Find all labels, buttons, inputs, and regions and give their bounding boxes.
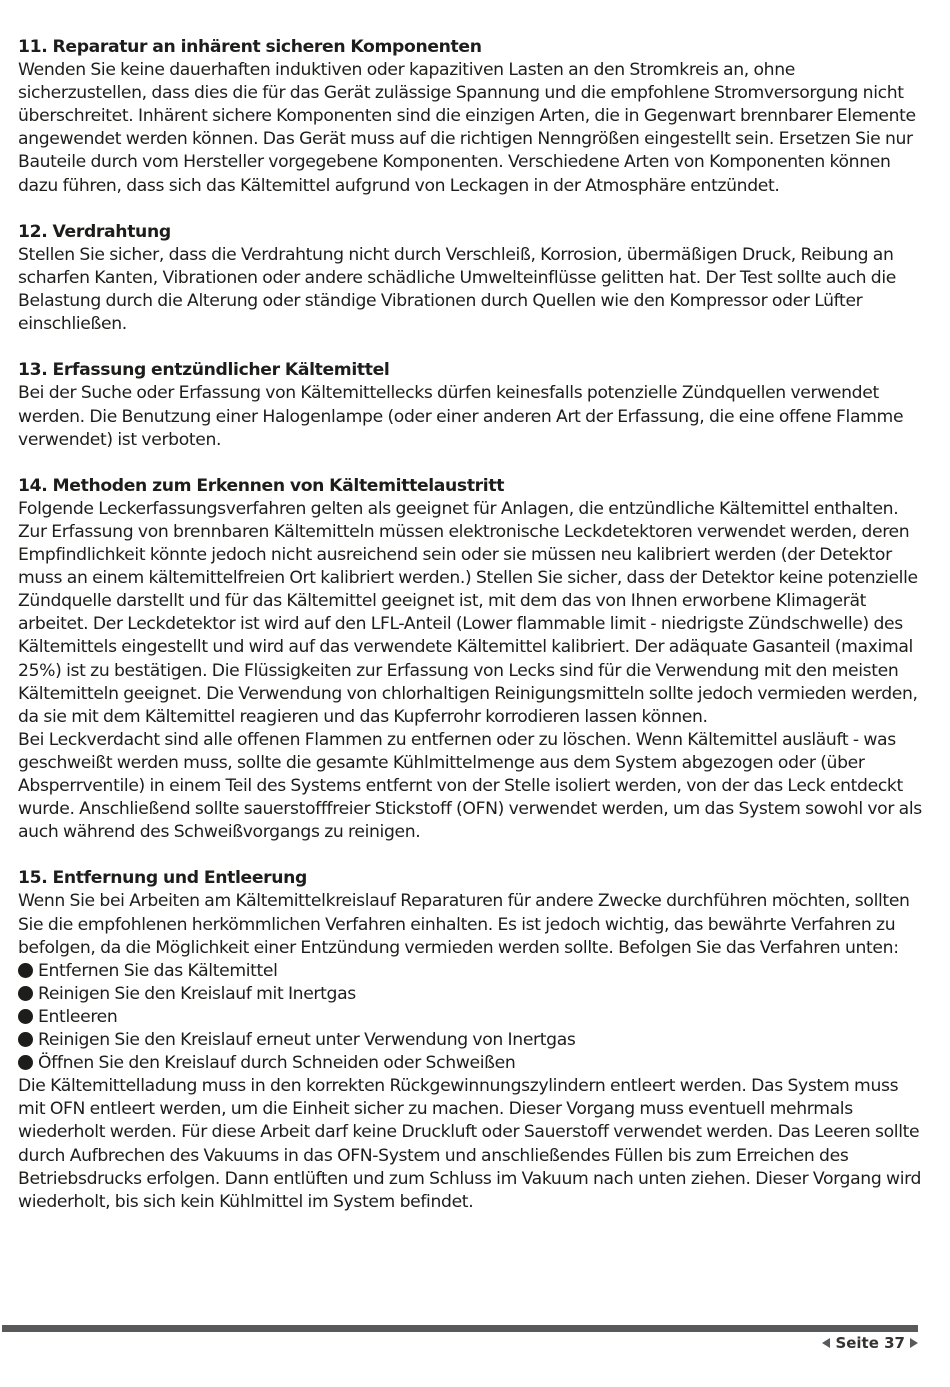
- section-paragraph: Bei der Suche oder Erfassung von Kältemittellecks dürfen keinesfalls potenzielle Zündquellen verwendet werden. Die Benutzung einer Halogenlampe (oder einer anderen Art der Erfassung, die eine offene Flamme verwendet) ist verboten.: [18, 383, 904, 450]
- bullet-icon: [18, 963, 33, 978]
- triangle-left-icon[interactable]: [822, 1338, 830, 1348]
- bullet-icon: [18, 986, 33, 1001]
- footer-divider: [2, 1325, 918, 1332]
- list-item: [18, 1029, 923, 1052]
- section-heading: 12. Verdrahtung: [18, 221, 171, 242]
- section-paragraph: Stellen Sie sicher, dass die Verdrahtung nicht durch Verschleiß, Korrosion, übermäßigen Druck, Reibung an scharfen Kanten, Vibrationen oder andere schädliche Umwelteinflüsse gelitten hat. Der Test sollte auch die Belastung durch die Alterung oder ständige Vibrationen durch Quellen wie den Kompressor oder Lüfter einschließen.: [18, 244, 897, 335]
- list-item-text: Entfernen Sie das Kältemittel: [38, 960, 278, 981]
- list-item-text: Entleeren: [38, 1006, 118, 1027]
- list-item: [18, 1006, 923, 1029]
- section-12: [18, 221, 923, 336]
- section-15: [18, 867, 923, 1213]
- bullet-icon: [18, 1032, 33, 1047]
- list-item: [18, 960, 923, 983]
- section-paragraph: Bei Leckverdacht sind alle offenen Flammen zu entfernen oder zu löschen. Wenn Kältemittel ausläuft - was geschweißt werden muss, sollte die gesamte Kühlmittelmenge aus dem System abgezogen oder (über Absperrventile) in einem Teil des Systems entfernt von der Stelle isoliert werden, von der das Leck entdeckt wurde. Anschließend sollte sauerstofffreier Stickstoff (OFN) verwendet werden, um das System sowohl vor als auch während des Schweißvorgangs zu reinigen.: [18, 729, 922, 843]
- section-11: [18, 36, 923, 198]
- procedure-list: [18, 960, 923, 1075]
- page-navigation: [822, 1334, 918, 1352]
- list-item-text: Reinigen Sie den Kreislauf erneut unter Verwendung von Inertgas: [38, 1030, 576, 1051]
- page-number: Seite 37: [835, 1334, 905, 1352]
- triangle-right-icon[interactable]: [910, 1338, 918, 1348]
- section-14: [18, 475, 923, 845]
- section-heading: 14. Methoden zum Erkennen von Kältemittelaustritt: [18, 475, 505, 496]
- section-heading: 13. Erfassung entzündlicher Kältemittel: [18, 360, 390, 381]
- bullet-icon: [18, 1055, 33, 1070]
- section-paragraph: Wenn Sie bei Arbeiten am Kältemittelkreislauf Reparaturen für andere Zwecke durchführen möchten, sollten Sie die empfohlenen herkömmlichen Verfahren einhalten. Es ist jedoch wichtig, das bewährte Verfahren zu befolgen, da die Möglichkeit einer Entzündung vermieden werden sollte. Befolgen Sie das Verfahren unten:: [18, 891, 910, 958]
- section-heading: 11. Reparatur an inhärent sicheren Komponenten: [18, 37, 482, 57]
- list-item: [18, 1052, 923, 1075]
- section-13: [18, 359, 923, 451]
- bullet-icon: [18, 1009, 33, 1024]
- section-heading: 15. Entfernung und Entleerung: [18, 868, 307, 889]
- section-paragraph: Wenden Sie keine dauerhaften induktiven oder kapazitiven Lasten an den Stromkreis an, ohne sicherzustellen, dass dies die für das Gerät zulässige Spannung und die empfohlene Stromversorgung nicht überschreitet. Inhärent sichere Komponenten sind die einzigen Arten, die in Gegenwart brennbarer Elemente angewendet werden können. Das Gerät muss auf die richtigen Nenngrößen eingestellt sein. Ersetzen Sie nur Bauteile durch vom Hersteller vorgegebene Komponenten. Verschiedene Arten von Komponenten können dazu führen, dass sich das Kältemittel aufgrund von Leckagen in der Atmosphäre entzündet.: [18, 60, 916, 196]
- list-item-text: Öffnen Sie den Kreislauf durch Schneiden oder Schweißen: [38, 1053, 516, 1074]
- list-item-text: Reinigen Sie den Kreislauf mit Inertgas: [38, 983, 356, 1004]
- document-body: [18, 36, 923, 1237]
- section-paragraph: Die Kältemittelladung muss in den korrekten Rückgewinnungszylindern entleert werden. Das System muss mit OFN entleert werden, um die Einheit sicher zu machen. Dieser Vorgang muss eventuell mehrmals wiederholt werden. Für diese Arbeit darf keine Druckluft oder Sauerstoff verwendet werden. Das Leeren sollte durch Aufbrechen des Vakuums in das OFN-System und anschließendes Füllen bis zum Erreichen des Betriebsdrucks erfolgen. Dann entlüften und zum Schluss im Vakuum nach unten ziehen. Dieser Vorgang wird wiederholt, bis sich kein Kühlmittel im System befindet.: [18, 1076, 922, 1212]
- list-item: [18, 983, 923, 1006]
- section-paragraph: Folgende Leckerfassungsverfahren gelten als geeignet für Anlagen, die entzündliche Kältemittel enthalten. Zur Erfassung von brennbaren Kältemitteln müssen elektronische Leckdetektoren verwendet werden, deren Empfindlichkeit könnte jedoch nicht ausreichend sein oder sie müssen neu kalibriert werden (der Detektor muss an einem kältemittelfreien Ort kalibriert werden.) Stellen Sie sicher, dass der Detektor keine potenzielle Zündquelle darstellt und für das Kältemittel geeignet ist, mit dem das von Ihnen erworbene Klimagerät arbeitet. Der Leckdetektor ist wird auf den LFL-Anteil (Lower flammable limit - niedrigste Zündschwelle) des Kältemittels eingestellt und wird auf das verwendete Kältemittel kalibriert. Der adäquate Gasanteil (maximal 25%) ist zu bestätigen. Die Flüssigkeiten zur Erfassung von Lecks sind für die Verwendung mit den meisten Kältemitteln geeignet. Die Verwendung von chlorhaltigen Reinigungsmitteln sollte jedoch vermieden werden, da sie mit dem Kältemittel reagieren und das Kupferrohr korrodieren lassen können.: [18, 498, 918, 727]
